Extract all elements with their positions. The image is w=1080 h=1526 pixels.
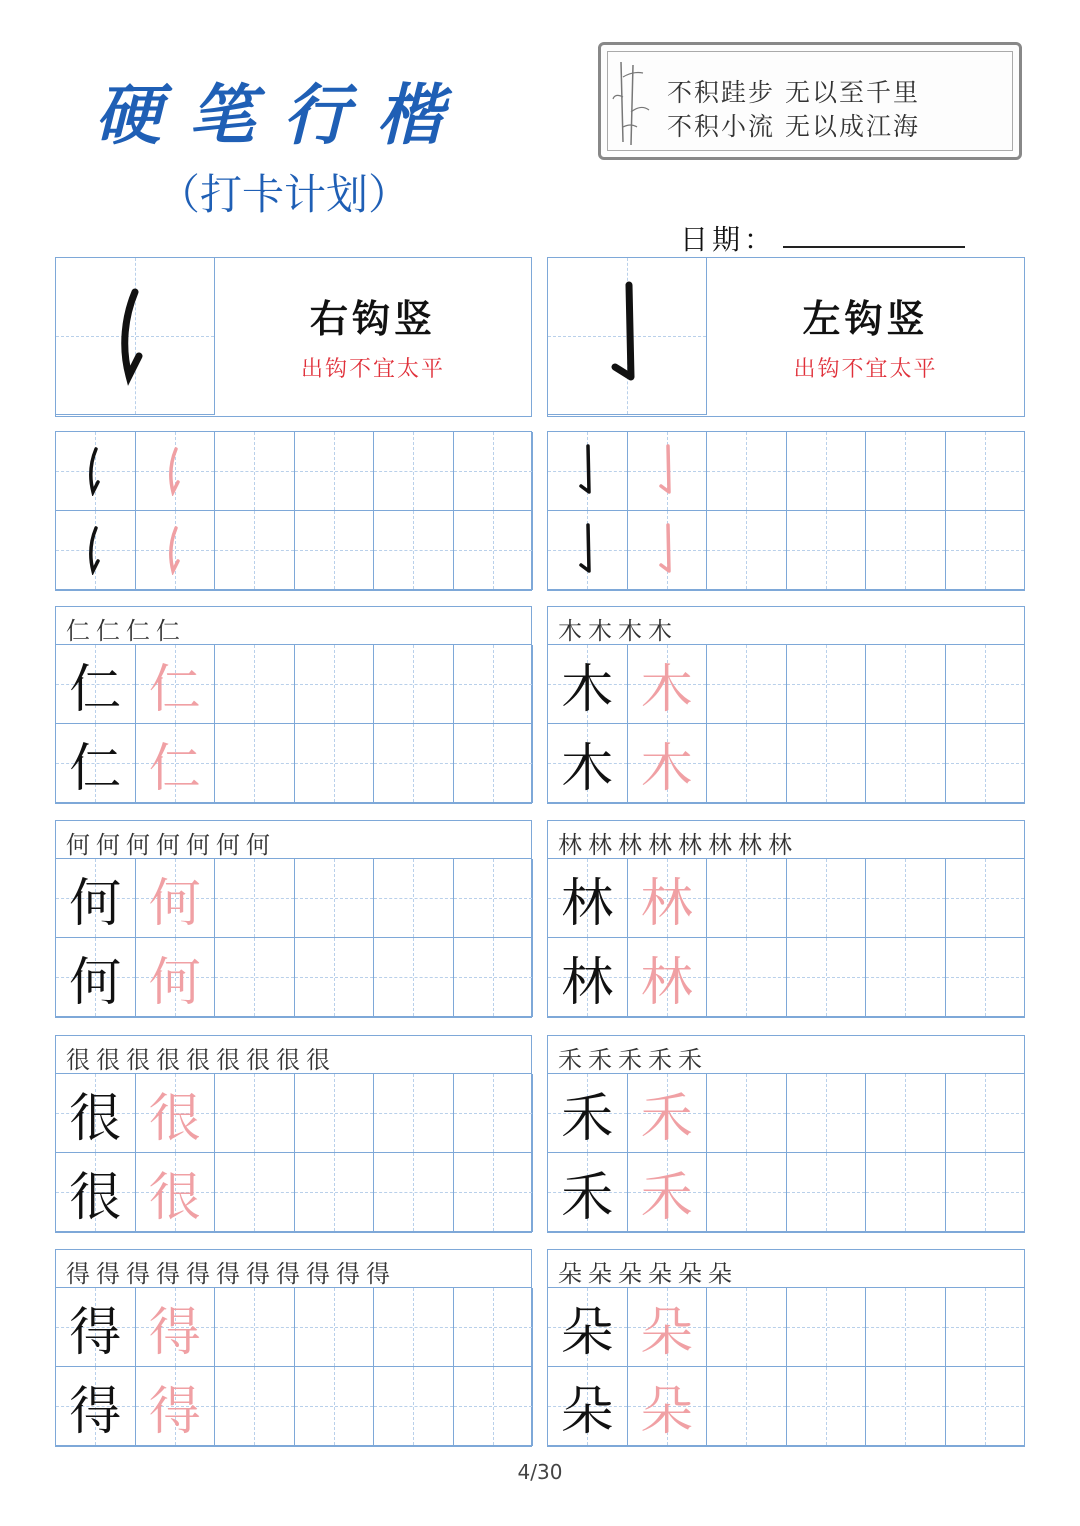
model-char: 林: [561, 873, 614, 934]
date-underline: [783, 246, 965, 248]
practice-grid: [547, 1035, 1025, 1233]
stroke-order-row: [548, 1250, 1024, 1288]
practice-cell: [628, 1074, 708, 1153]
practice-cell[interactable]: [946, 645, 1026, 724]
stroke-glyph-cell: [548, 258, 707, 415]
practice-cell[interactable]: [787, 1367, 867, 1446]
practice-cell[interactable]: [454, 1153, 534, 1232]
practice-grid: [55, 431, 532, 591]
practice-cell: [136, 859, 216, 938]
stroke-order-text: 很很很很很很很很很: [66, 1046, 336, 1074]
trace-char: 朵: [640, 1302, 693, 1363]
model-char: [56, 511, 135, 589]
stroke-tip: 出钩不宜太平: [793, 357, 938, 382]
practice-cell[interactable]: [707, 859, 787, 938]
practice-cell[interactable]: [374, 1153, 454, 1232]
practice-cell: [56, 1074, 136, 1153]
practice-cell[interactable]: [866, 1074, 946, 1153]
practice-cell: [628, 938, 708, 1017]
practice-cell[interactable]: [946, 511, 1026, 590]
practice-cell: [56, 511, 136, 590]
practice-cell[interactable]: [787, 1288, 867, 1367]
practice-cell[interactable]: [787, 1153, 867, 1232]
practice-cell[interactable]: [295, 1153, 375, 1232]
stroke-panel-right: [547, 257, 1025, 417]
trace-char: 仁: [148, 738, 201, 799]
trace-char: 很: [148, 1167, 201, 1228]
practice-cell[interactable]: [707, 1367, 787, 1446]
practice-cell: [628, 1153, 708, 1232]
trace-char: 木: [640, 659, 693, 720]
practice-cell[interactable]: [707, 1288, 787, 1367]
practice-cell[interactable]: [866, 1288, 946, 1367]
stroke-order-row: [56, 1036, 531, 1074]
practice-cell: [136, 1153, 216, 1232]
practice-cell[interactable]: [946, 1288, 1026, 1367]
stroke-panel-left: [55, 257, 532, 417]
practice-cell[interactable]: [215, 1367, 295, 1446]
practice-cell[interactable]: [787, 859, 867, 938]
page-title: 硬笔行楷: [95, 76, 471, 154]
model-char: 木: [561, 738, 614, 799]
practice-grid: [547, 820, 1025, 1018]
stroke-order-row: [56, 821, 531, 859]
practice-grid: [547, 1249, 1025, 1447]
practice-grid: [55, 1249, 532, 1447]
practice-cell: [136, 645, 216, 724]
practice-cell: [628, 1367, 708, 1446]
practice-cell[interactable]: [215, 938, 295, 1017]
trace-char: 仁: [148, 659, 201, 720]
practice-cell: [56, 432, 136, 511]
practice-cell: [628, 724, 708, 803]
practice-cell[interactable]: [707, 645, 787, 724]
practice-cell[interactable]: [454, 1288, 534, 1367]
practice-cell[interactable]: [707, 1074, 787, 1153]
practice-cell[interactable]: [215, 645, 295, 724]
stroke-tip: 出钩不宜太平: [300, 357, 445, 382]
stroke-name: 左钩竖: [802, 296, 929, 341]
trace-char: 得: [148, 1381, 201, 1442]
stroke-name: 右钩竖: [309, 296, 436, 341]
practice-cell[interactable]: [946, 938, 1026, 1017]
practice-grid: [547, 431, 1025, 591]
practice-cell: [56, 1153, 136, 1232]
practice-cell: [548, 938, 628, 1017]
model-char: 禾: [561, 1167, 614, 1228]
practice-cell[interactable]: [787, 511, 867, 590]
practice-cell: [548, 511, 628, 590]
practice-cell[interactable]: [946, 432, 1026, 511]
trace-char: 林: [640, 873, 693, 934]
practice-cell[interactable]: [374, 1367, 454, 1446]
trace-char: 木: [640, 738, 693, 799]
practice-cell: [56, 1367, 136, 1446]
practice-cell: [56, 724, 136, 803]
practice-cell: [548, 1367, 628, 1446]
trace-char: 何: [148, 952, 201, 1013]
practice-grid: [55, 1035, 532, 1233]
practice-cell[interactable]: [215, 1153, 295, 1232]
practice-cell[interactable]: [215, 724, 295, 803]
practice-cell[interactable]: [787, 645, 867, 724]
practice-cell[interactable]: [454, 511, 534, 590]
practice-cell: [548, 645, 628, 724]
model-char: 何: [69, 873, 122, 934]
practice-cell: [136, 1288, 216, 1367]
practice-cell[interactable]: [374, 645, 454, 724]
practice-cell[interactable]: [374, 1288, 454, 1367]
model-char: 仁: [69, 738, 122, 799]
practice-cell: [548, 724, 628, 803]
practice-cell[interactable]: [946, 1153, 1026, 1232]
practice-cell[interactable]: [215, 859, 295, 938]
practice-cell[interactable]: [374, 724, 454, 803]
practice-cell[interactable]: [215, 1288, 295, 1367]
practice-cell[interactable]: [454, 432, 534, 511]
practice-cell: [136, 938, 216, 1017]
practice-cell: [56, 1288, 136, 1367]
practice-cell: [628, 859, 708, 938]
practice-cell[interactable]: [295, 645, 375, 724]
practice-cell[interactable]: [866, 432, 946, 511]
practice-cell[interactable]: [374, 1074, 454, 1153]
practice-cell[interactable]: [866, 724, 946, 803]
motto-box: [598, 42, 1022, 160]
trace-char: [628, 432, 707, 510]
practice-cell: [548, 1153, 628, 1232]
practice-cell[interactable]: [707, 938, 787, 1017]
model-char: 何: [69, 952, 122, 1013]
trace-char: 禾: [640, 1167, 693, 1228]
practice-cell[interactable]: [787, 432, 867, 511]
page-subtitle: （打卡计划）: [158, 170, 411, 219]
page-number: 4/30: [517, 1460, 563, 1484]
practice-cell[interactable]: [295, 859, 375, 938]
practice-cell[interactable]: [454, 1367, 534, 1446]
practice-cell[interactable]: [946, 1367, 1026, 1446]
practice-cell: [56, 645, 136, 724]
practice-cell[interactable]: [866, 1153, 946, 1232]
model-char: [548, 432, 627, 510]
practice-grid: [55, 820, 532, 1018]
bamboo-icon: [611, 57, 651, 147]
motto-line-1: 不积跬步 无以至千里: [667, 78, 920, 107]
motto-line-2: 不积小流 无以成江海: [667, 112, 920, 141]
practice-cell[interactable]: [295, 1367, 375, 1446]
stroke-order-row: [548, 1036, 1024, 1074]
practice-cell[interactable]: [374, 432, 454, 511]
practice-cell[interactable]: [707, 1153, 787, 1232]
model-char: 很: [69, 1167, 122, 1228]
practice-cell: [628, 432, 708, 511]
practice-cell[interactable]: [707, 511, 787, 590]
practice-cell[interactable]: [787, 724, 867, 803]
model-char: 仁: [69, 659, 122, 720]
practice-cell[interactable]: [374, 859, 454, 938]
practice-cell[interactable]: [215, 1074, 295, 1153]
model-char: 朵: [561, 1381, 614, 1442]
practice-cell[interactable]: [295, 1074, 375, 1153]
stroke-order-text: 得得得得得得得得得得得: [66, 1260, 396, 1288]
stroke-order-row: [548, 821, 1024, 859]
practice-cell: [628, 645, 708, 724]
stroke-order-text: 仁仁仁仁: [66, 617, 186, 645]
stroke-glyph: [548, 258, 706, 414]
practice-cell[interactable]: [866, 645, 946, 724]
trace-char: 何: [148, 873, 201, 934]
practice-cell[interactable]: [454, 938, 534, 1017]
practice-cell[interactable]: [295, 724, 375, 803]
practice-cell[interactable]: [215, 511, 295, 590]
model-char: 得: [69, 1302, 122, 1363]
practice-cell: [56, 859, 136, 938]
stroke-order-text: 禾禾禾禾禾: [558, 1046, 708, 1074]
practice-cell: [136, 1367, 216, 1446]
practice-cell[interactable]: [707, 724, 787, 803]
model-char: [548, 511, 627, 589]
trace-char: [136, 511, 215, 589]
stroke-order-text: 朵朵朵朵朵朵: [558, 1260, 738, 1288]
trace-char: 很: [148, 1088, 201, 1149]
practice-cell: [548, 859, 628, 938]
practice-cell[interactable]: [454, 859, 534, 938]
practice-cell[interactable]: [946, 1074, 1026, 1153]
practice-cell: [136, 1074, 216, 1153]
model-char: 林: [561, 952, 614, 1013]
practice-cell[interactable]: [787, 938, 867, 1017]
practice-cell[interactable]: [454, 724, 534, 803]
practice-cell: [136, 724, 216, 803]
model-char: 木: [561, 659, 614, 720]
stroke-glyph: [56, 258, 214, 414]
model-char: 很: [69, 1088, 122, 1149]
trace-char: 朵: [640, 1381, 693, 1442]
stroke-order-row: [56, 1250, 531, 1288]
practice-cell[interactable]: [866, 938, 946, 1017]
trace-char: 得: [148, 1302, 201, 1363]
practice-cell[interactable]: [946, 724, 1026, 803]
practice-cell[interactable]: [707, 432, 787, 511]
practice-cell: [136, 511, 216, 590]
stroke-order-text: 木木木木: [558, 617, 678, 645]
practice-cell[interactable]: [215, 432, 295, 511]
stroke-glyph-cell: [56, 258, 215, 415]
practice-cell: [548, 1288, 628, 1367]
practice-cell: [136, 432, 216, 511]
stroke-order-text: 林林林林林林林林: [558, 831, 798, 859]
practice-cell[interactable]: [866, 1367, 946, 1446]
model-char: 禾: [561, 1088, 614, 1149]
stroke-order-text: 何何何何何何何: [66, 831, 276, 859]
model-char: 朵: [561, 1302, 614, 1363]
model-char: 得: [69, 1381, 122, 1442]
practice-cell[interactable]: [787, 1074, 867, 1153]
practice-cell[interactable]: [295, 1288, 375, 1367]
practice-cell[interactable]: [374, 511, 454, 590]
practice-cell[interactable]: [454, 645, 534, 724]
practice-cell[interactable]: [295, 432, 375, 511]
date-label: 日期：: [680, 223, 777, 256]
practice-cell: [628, 1288, 708, 1367]
practice-grid: [547, 606, 1025, 804]
trace-char: 林: [640, 952, 693, 1013]
practice-cell[interactable]: [295, 511, 375, 590]
trace-char: [136, 432, 215, 510]
practice-cell[interactable]: [866, 511, 946, 590]
practice-grid: [55, 606, 532, 804]
practice-cell[interactable]: [946, 859, 1026, 938]
practice-cell[interactable]: [454, 1074, 534, 1153]
practice-cell: [548, 432, 628, 511]
stroke-order-row: [56, 607, 531, 645]
practice-cell[interactable]: [295, 938, 375, 1017]
trace-char: 禾: [640, 1088, 693, 1149]
stroke-order-row: [548, 607, 1024, 645]
practice-cell: [628, 511, 708, 590]
model-char: [56, 432, 135, 510]
practice-cell: [56, 938, 136, 1017]
practice-cell: [548, 1074, 628, 1153]
practice-cell[interactable]: [374, 938, 454, 1017]
practice-cell[interactable]: [866, 859, 946, 938]
trace-char: [628, 511, 707, 589]
